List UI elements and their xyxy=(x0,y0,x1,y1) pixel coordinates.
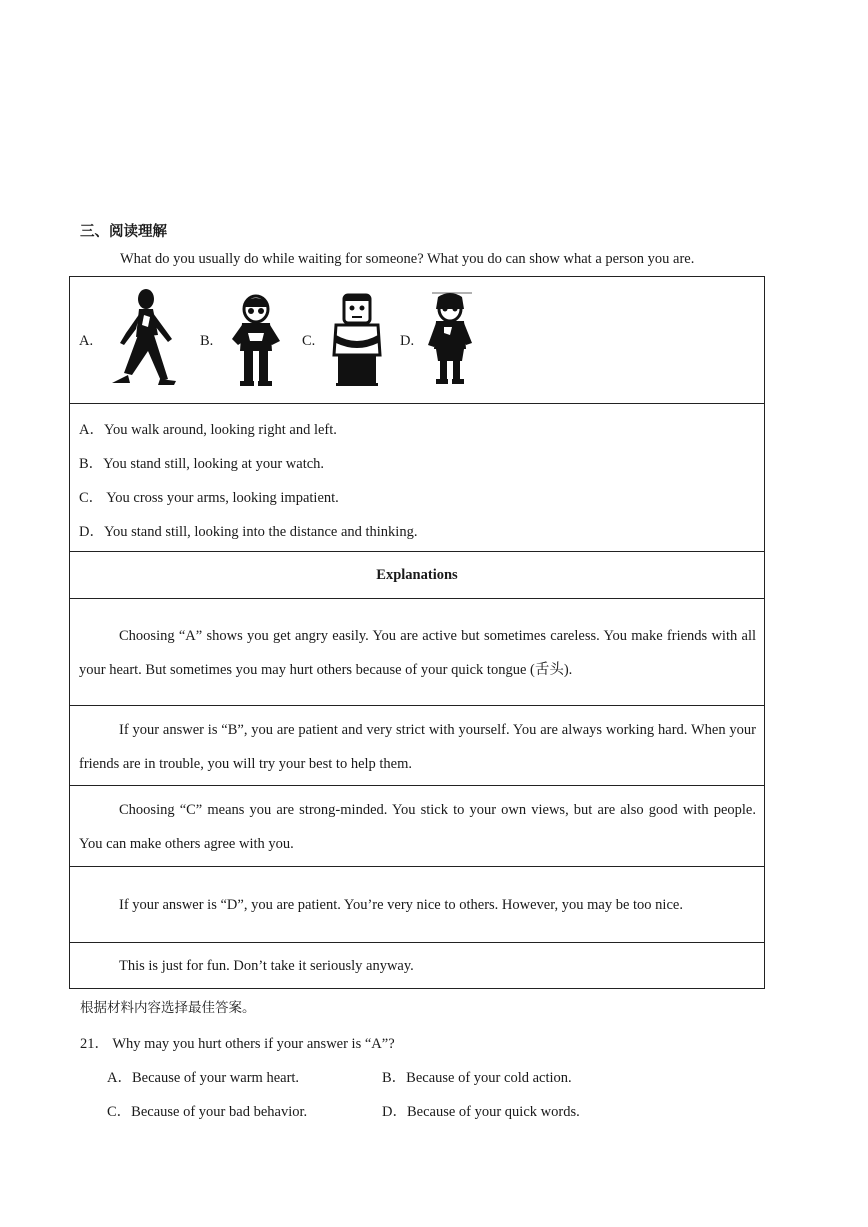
explanations-heading: Explanations xyxy=(70,551,764,598)
explanation-b-text: If your answer is “B”, you are patient and very strict with yourself. You are always working hard. When your friends are in trouble, you will try your best to help them. xyxy=(79,722,756,772)
option-b: B．You stand still, looking at your watch. xyxy=(79,456,325,472)
passage-intro: What do you usually do while waiting for someone? What you do can show what a person you are. xyxy=(120,251,695,267)
answer-choice-d[interactable]: D．Because of your quick words. xyxy=(382,1104,580,1120)
picture-label-d: D. xyxy=(400,333,415,349)
arms-crossed-person-figure xyxy=(328,291,386,387)
explanation-c-text: Choosing “C” means you are strong-minded. You stick to your own views, but are also good with people. You can make others agree with you. xyxy=(79,802,756,852)
explanation-d-text: If your answer is “D”, you are patient. You’re very nice to others. However, you may be too nice. xyxy=(119,897,683,913)
answer-choice-c[interactable]: C．Because of your bad behavior. xyxy=(107,1104,308,1120)
thinking-person-figure xyxy=(422,291,478,387)
person-checking-watch-figure xyxy=(228,293,284,387)
note-text: This is just for fun. Don’t take it seriously anyway. xyxy=(119,958,414,974)
picture-label-a: A. xyxy=(79,333,94,349)
explanation-a-text: Choosing “A” shows you get angry easily. You are active but sometimes careless. You make friends with all your heart. But sometimes you may hurt others because of your quick tongue (舌头). xyxy=(79,628,756,678)
explanation-row-b xyxy=(70,705,764,785)
explanation-row-c xyxy=(70,785,764,866)
walking-person-figure xyxy=(106,287,180,387)
note-row xyxy=(70,942,764,988)
answer-choice-a[interactable]: A．Because of your warm heart. xyxy=(107,1070,300,1086)
explanation-row-a xyxy=(70,598,764,705)
picture-label-c: C. xyxy=(302,333,316,349)
answer-choice-b[interactable]: B．Because of your cold action. xyxy=(382,1070,572,1086)
option-c: C． You cross your arms, looking impatient. xyxy=(79,490,339,506)
explanation-row-d xyxy=(70,866,764,942)
option-a: A．You walk around, looking right and left. xyxy=(79,422,337,438)
section-title: 三、阅读理解 xyxy=(80,224,167,240)
question-stem: 21． Why may you hurt others if your answer is “A”? xyxy=(80,1036,395,1052)
pictures-row xyxy=(70,277,764,403)
options-row xyxy=(70,403,764,551)
option-d: D．You stand still, looking into the distance and thinking. xyxy=(79,524,418,540)
instruction-text: 根据材料内容选择最佳答案。 xyxy=(80,1000,256,1016)
picture-label-b: B. xyxy=(200,333,214,349)
reading-table xyxy=(69,276,765,989)
